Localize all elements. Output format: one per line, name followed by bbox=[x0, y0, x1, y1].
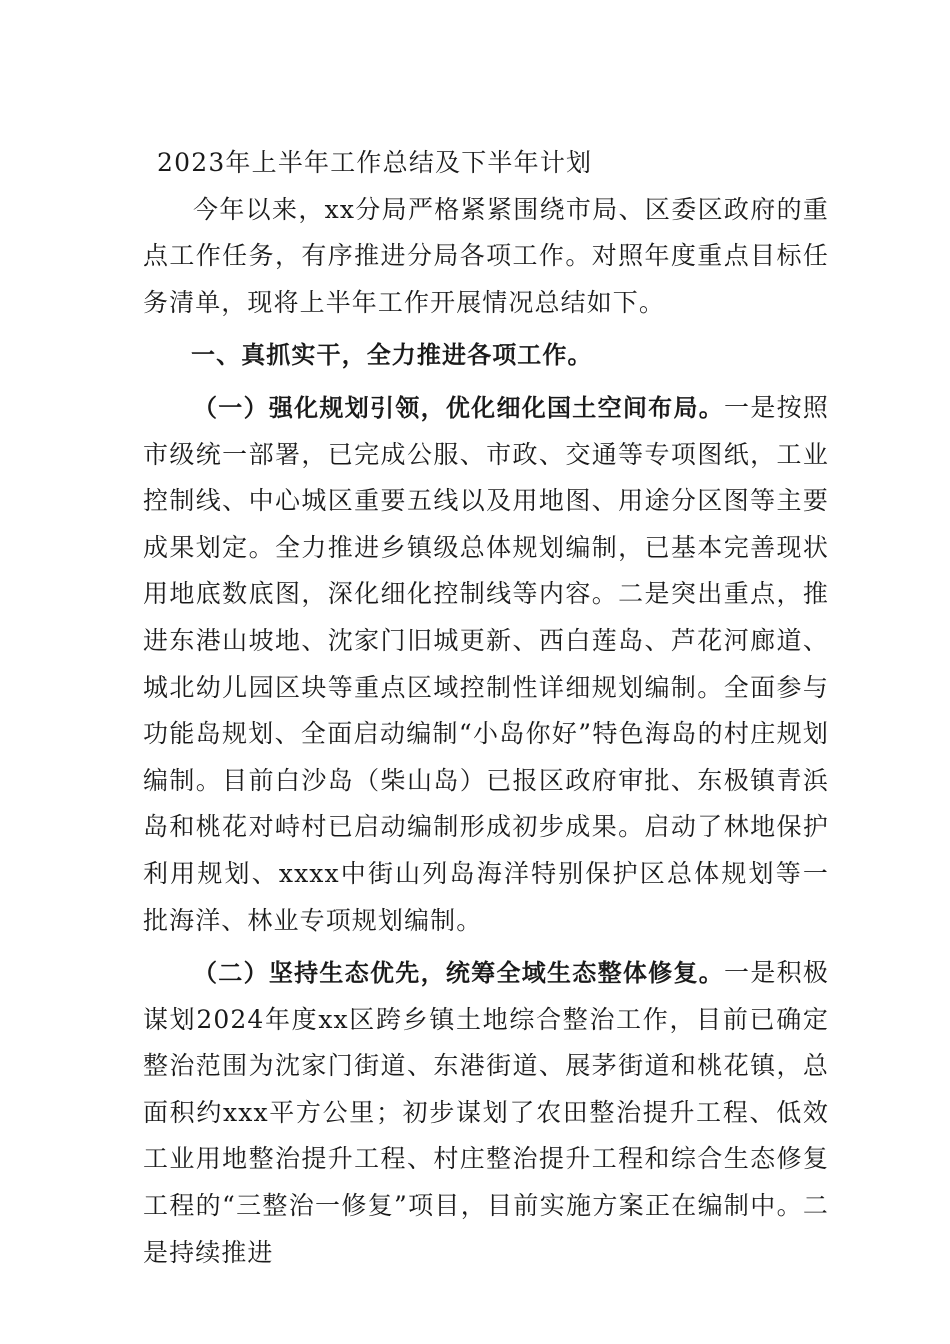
item-1-heading: （一）强化规划引领，优化细化国土空间布局。 bbox=[193, 393, 725, 422]
document-title: 2023年上半年工作总结及下半年计划 bbox=[157, 148, 593, 177]
item-1-body: 一是按照市级统一部署，已完成公服、市政、交通等专项图纸，工业控制线、中心城区重要五线以及用地图、用途分区图等主要成果划定。全力推进乡镇级总体规划编制，已基本完善现状用地底数底图，深化细化控制线等内容。二是突出重点，推进东港山坡地、沈家门旧城更新、西白莲岛、芦花河廊道、城北幼儿园区块等重点区域控制性详细规划编制。全面参与功能岛规划、全面启动编制“小岛你好”特色海岛的村庄规划编制。目前白沙岛（柴山岛）已报区政府审批、东极镇青浜岛和桃花对峙村已启动编制形成初步成果。启动了林地保护利用规划、xxxx中街山列岛海洋特别保护区总体规划等一批海洋、林业专项规划编制。 bbox=[143, 392, 829, 935]
section-1-heading: 一、真抓实干，全力推进各项工作。 bbox=[191, 341, 593, 370]
item-2-paragraph bbox=[143, 950, 829, 1276]
item-2-body: 一是积极谋划2024年度xx区跨乡镇土地综合整治工作，目前已确定整治范围为沈家门街道、东港街道、展茅街道和桃花镇，总面积约xxx平方公里；初步谋划了农田整治提升工程、低效工业用地整治提升工程、村庄整治提升工程和综合生态修复工程的“三整治一修复”项目，目前实施方案正在编制中。二是持续推进 bbox=[143, 958, 829, 1267]
item-1-paragraph bbox=[143, 385, 829, 944]
document-body bbox=[143, 140, 829, 1276]
intro-paragraph: 今年以来，xx分局严格紧紧围绕市局、区委区政府的重点工作任务，有序推进分局各项工作。对照年度重点目标任务清单，现将上半年工作开展情况总结如下。 bbox=[143, 194, 829, 317]
item-2-heading: （二）坚持生态优先，统筹全域生态整体修复。 bbox=[193, 959, 725, 988]
